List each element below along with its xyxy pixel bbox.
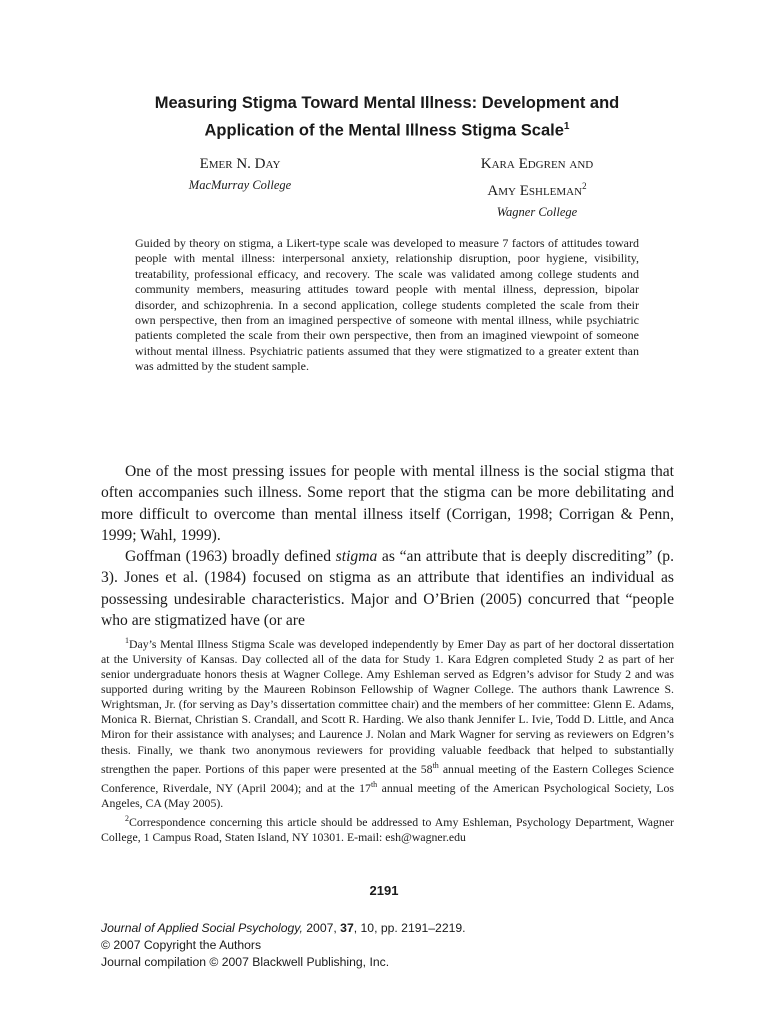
title-footnote-marker: 1 bbox=[563, 121, 570, 132]
paper-title bbox=[100, 92, 674, 143]
author-block-day bbox=[150, 153, 330, 195]
author-affiliation: MacMurray College bbox=[188, 178, 292, 192]
body-text bbox=[101, 461, 674, 631]
emphasis-term: stigma bbox=[335, 548, 378, 566]
compilation-line: Journal compilation © 2007 Blackwell Publishing, Inc. bbox=[101, 955, 390, 969]
author-block-edgren-eshleman bbox=[430, 153, 644, 222]
author-name-line-2: Amy Eshleman$^2$ bbox=[487, 181, 587, 199]
author-affiliation: Wagner College bbox=[496, 205, 578, 219]
body-paragraph-1: One of the most pressing issues for people with mental illness is the social stigma that often accompanies such illness. Some report that the stigma can be more debilitating and more difficult to overcome than mental illness itself (Corrigan, 1998; Corrigan & Penn, 1999; Wahl, 1999). bbox=[101, 463, 674, 544]
footnotes bbox=[101, 633, 674, 845]
title-line-2: Application of the Mental Illness Stigma Scale bbox=[204, 121, 564, 140]
body-paragraph-2: Goffman (1963) broadly defined stigma as “an attribute that is deeply discrediting” (p. 3). Jones et al. (1984) focused on stigma as an attribute that identifies an individual as possessing undesirable characteristics. Major and O’Brien (2005) concurred that “people who are stigmatized have (or are bbox=[101, 548, 674, 630]
title-line-1: Measuring Stigma Toward Mental Illness: Development and bbox=[154, 94, 620, 112]
abstract: Guided by theory on stigma, a Likert-type scale was developed to measure 7 factors of attitudes toward people with mental illness: interpersonal anxiety, relationship disruption, poor hygiene, visibility, treatability, professional efficacy, and recovery. The scale was validated among college students and community members, measuring attitudes toward people with mental illness, depression, bipolar disorder, and schizophrenia. In a second application, college students completed the scale from their own perspective, then from an imagined perspective of someone with mental illness, while psychiatric patients completed the scale from their own perspective, then from an imagined viewpoint of someone without mental illness. Psychiatric patients assumed that they were stigmatized to a greater extent than was admitted by the student sample. bbox=[135, 236, 639, 374]
footnote-2: $^2$Correspondence concerning this article should be addressed to Amy Eshleman, Psychology Department, Wagner College, 1 Campus Road, Staten Island, NY 10301. E-mail: esh@wagner.edu bbox=[101, 813, 674, 844]
footnote-1: $^1$Day’s Mental Illness Stigma Scale was developed independently by Emer Day as part of her doctoral dissertation at the University of Kansas. Day collected all of the data for Study 1. Kara Edgren completed Study 2 as part of her senior undergraduate honors thesis at Wagner College. Amy Eshleman served as Edgren’s advisor for Study 2 and was supported during writing by the Maureen Robinson Fellowship of Wagner College. The authors thank Lawrence S. Wrightsman, Jr. (for serving as Day’s dissertation committee chair) and the members of her committee: Glenn E. Adams, Monica R. Biernat, Christian S. Crandall, and Scott R. Harding. We also thank Jennifer L. Ivie, Todd D. Little, and Anca Miron for their assistance with analyses; and Laurence J. Nolan and Mark Wagner for serving as reviewers on Edgren’s thesis. Finally, we thank two anonymous reviewers for providing valuable feedback that helped to substantially strengthen the paper. Portions of this paper were presented at the 58th annual meeting of the Eastern Colleges Science Conference, Riverdale, NY (April 2004); and at the 17th annual meeting of the American Psychological Society, Los Angeles, CA (May 2005). bbox=[101, 636, 674, 810]
journal-citation: Journal of Applied Social Psychology, 2007, 37, 10, pp. 2191–2219. bbox=[101, 921, 466, 935]
copyright-line: © 2007 Copyright the Authors bbox=[101, 938, 262, 952]
journal-info bbox=[101, 920, 674, 971]
page-number: 2191 bbox=[369, 883, 399, 898]
author-name: Emer N. Day bbox=[199, 156, 281, 172]
author-name: Kara Edgren and bbox=[480, 156, 594, 172]
author-footnote-marker: 2 bbox=[582, 181, 587, 191]
